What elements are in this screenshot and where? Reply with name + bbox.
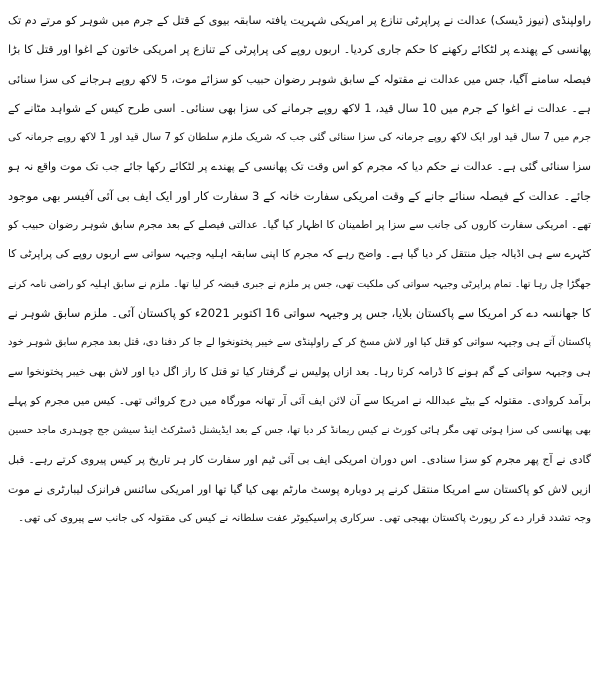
article-line: وجہ تشدد قرار دے کر رپورٹ پاکستان بھیجی تھی۔ سرکاری پراسیکیوٹر عفت سلطانہ نے کیس کی مقتولہ کی جانب سے پیروی کی تھی۔: [18, 513, 591, 525]
article-line: کٹہرے سے ہی اڈیالہ جیل منتقل کر دیا گیا ہے۔ واضح رہے کہ مجرم کا اپنی سابقہ اہلیہ وجیہہ سواتی سے اربوں روپے کی پراپرٹی کا: [8, 248, 591, 261]
article-line: راولپنڈی (نیوز ڈیسک) عدالت نے پراپرٹی تنازع پر امریکی شہریت یافتہ سابقہ بیوی کے قتل کے جرم میں شوہر کو مرتے دم تک: [8, 14, 591, 27]
article-line: پھانسی کے پھندے پر لٹکائے رکھنے کا حکم جاری کردیا۔ اربوں روپے کی پراپرٹی کے تنازع پر امریکی خاتون کے اغوا اور قتل کا بڑا: [8, 43, 591, 57]
article-line: پاکستان آتے ہی وجیہہ سواتی کو قتل کیا اور لاش مسخ کر کے راولپنڈی سے خیبر پختونخوا لے جا کر دفنا دی، قتل بعد مجرم سابق شوہر خود: [8, 337, 591, 349]
article-line: جرم میں 7 سال قید اور ایک لاکھ روپے جرمانہ کی سزا سنائی گئی جب کہ شریک ملزم سلطان کو 7 سال قید اور 1 لاکھ روپے جرمانہ کی: [8, 132, 591, 144]
article-line: جائے۔ عدالت کے فیصلہ سنائے جانے کے وقت امریکی سفارت خانہ کے 3 سفارت کار اور ایک ایف بی آئی آفیسر بھی موجود: [8, 188, 591, 203]
article-line: فیصلہ سامنے آگیا، جس میں عدالت نے مقتولہ کے سابق شوہر رضوان حبیب کو سزائے موت، 5 لاکھ روپے ہرجانے کی سزا سنائی: [8, 72, 591, 86]
article-line: ہے۔ عدالت نے اغوا کے جرم میں 10 سال قید، 1 لاکھ روپے جرمانے کی سزا بھی سنائی۔ اسی طرح کیس کے شواہد مٹانے کے: [8, 101, 591, 115]
article-line: ہی وجیہہ سواتی کے گم ہونے کا ڈرامہ کرتا رہا۔ بعد ازاں پولیس نے گرفتار کیا تو قتل کا راز اگل دیا اور لاش بھی خیبر پختونخوا سے: [8, 365, 591, 378]
article-line: گادی نے آج پھر مجرم کو سزا سنادی۔ اس دوران امریکی ایف بی آئی ٹیم اور سفارت کار ہر تاریخ پر کیس پیروی کرتے رہے۔ قبل: [8, 453, 591, 467]
article-line: برآمد کروادی۔ مقتولہ کے بیٹے عبداللہ نے امریکا سے آن لائن ایف آئی آر تھانہ مورگاہ میں درج کروائی تھی۔ کیس میں مجرم کو پہلے: [8, 394, 591, 407]
article-line: سزا سنائی گئی ہے۔ عدالت نے حکم دیا کہ مجرم کو اس وقت تک پھانسی کے پھندے پر لٹکائے رکھا جائے جب تک موت واقع نہ ہو: [8, 160, 591, 174]
article-line: کا جھانسہ دے کر امریکا سے پاکستان بلایا، جس پر وجیہہ سواتی 16 اکتوبر 2021ء کو پاکستان آئی۔ ملزم سابق شوہر نے: [8, 305, 591, 320]
article-line: تھے۔ امریکی سفارت کاروں کی جانب سے سزا پر اطمینان کا اظہار کیا گیا۔ عدالتی فیصلے کے بعد مجرم سابق شوہر رضوان حبیب کو: [8, 219, 591, 232]
article-line: ازیں لاش کو پاکستان سے امریکا منتقل کرنے پر دوبارہ پوسٹ مارٹم بھی کیا گیا تھا اور امریکی سائنس فرانزک لیبارٹری نے موت: [8, 482, 591, 496]
article-line: بھی پھانسی کی سزا ہوئی تھی مگر ہائی کورٹ نے کیس ریمانڈ کر دیا تھا، جس کے بعد ایڈیشنل ڈسٹرکٹ اینڈ سیشن جج چوہدری ماجد حسین: [8, 425, 591, 437]
article-line: جھگڑا چل رہا تھا۔ تمام پراپرٹی وجیہہ سواتی کی ملکیت تھی، جس پر ملزم نے جبری قبضہ کر لیا تھا۔ ملزم نے سابق اہلیہ کو راضی نامہ کرنے: [8, 278, 591, 290]
